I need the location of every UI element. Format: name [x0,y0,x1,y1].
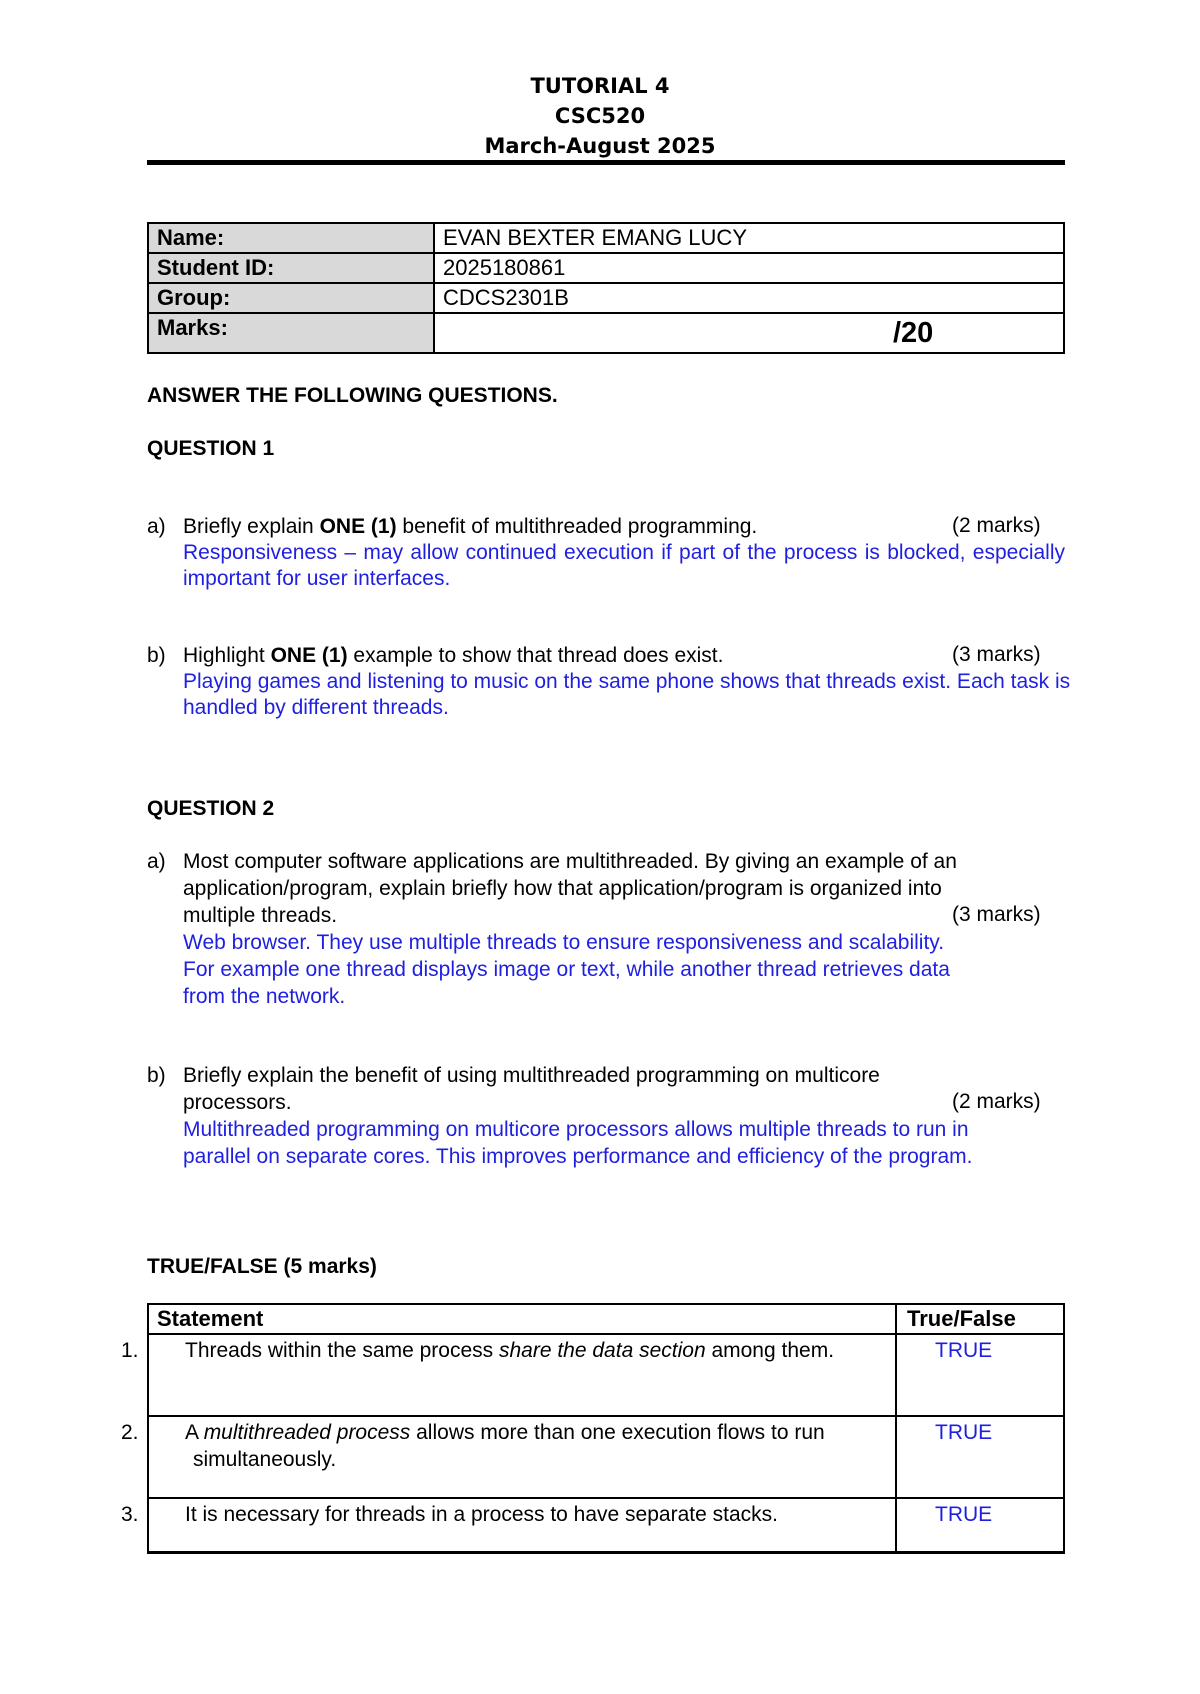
q1b-letter: b) [147,644,166,667]
q1a-question: Briefly explain ONE (1) benefit of multithreaded programming. [183,515,758,538]
q2a-question-line-2: application/program, explain briefly how that application/program is organized into [183,877,942,900]
q1b-marks: (3 marks) [952,643,1041,666]
true-false-header: True/False [896,1304,1064,1334]
tf-statement: 3. It is necessary for threads in a process to have separate stacks. [148,1498,896,1553]
tf-answer: TRUE [896,1416,1064,1498]
tutorial-title: TUTORIAL 4 [530,74,670,98]
tf-statement: 1. Threads within the same process share the data section among them. [148,1334,896,1416]
info-row-name [148,223,1064,253]
q2b-marks: (2 marks) [952,1090,1041,1113]
info-row-group [148,283,1064,313]
q2a-marks: (3 marks) [952,903,1041,926]
tf-row [148,1498,1064,1553]
q2b-question-line-1: Briefly explain the benefit of using multithreaded programming on multicore [183,1064,880,1087]
q2a-answer-line-1: Web browser. They use multiple threads to ensure responsiveness and scalability. [183,931,945,954]
q2b-answer-line-1: Multithreaded programming on multicore processors allows multiple threads to run in [183,1118,969,1141]
header-rule [147,160,1065,165]
q2a-question-line-3: multiple threads. [183,904,338,927]
q2a-question-line-1: Most computer software applications are multithreaded. By giving an example of an [183,850,957,873]
name-value: EVAN BEXTER EMANG LUCY [434,223,1064,253]
tf-answer: TRUE [896,1334,1064,1416]
tf-row [148,1334,1064,1416]
tf-statement: 2. A multithreaded process allows more than one execution flows to run simultaneously. [148,1416,896,1498]
q2a-answer-line-3: from the network. [183,985,346,1008]
student-info-table [147,222,1065,354]
tf-row [148,1416,1064,1498]
tf-header-row [148,1304,1064,1334]
student-id-value: 2025180861 [434,253,1064,283]
group-value: CDCS2301B [434,283,1064,313]
name-label: Name: [148,223,434,253]
q2b-question-line-2: processors. [183,1091,292,1114]
tf-answer: TRUE [896,1498,1064,1553]
q1b-answer: Playing games and listening to music on the same phone shows that threads exist. Each task is handled by different threads. [183,670,1071,719]
q1a-answer: Responsiveness – may allow continued execution if part of the process is blocked, especially important for user interfaces. [183,541,1065,590]
q2b-answer-line-2: parallel on separate cores. This improves performance and efficiency of the program. [183,1145,973,1168]
session-label: March-August 2025 [484,134,716,158]
true-false-table [121,1303,1065,1554]
q1b-question: Highlight ONE (1) example to show that thread does exist. [183,644,724,667]
info-row-marks [148,313,1064,353]
student-id-label: Student ID: [148,253,434,283]
question-2-title: QUESTION 2 [147,797,275,820]
statement-header: Statement [148,1304,896,1334]
q2a-letter: a) [147,850,166,873]
group-label: Group: [148,283,434,313]
course-code: CSC520 [554,104,646,128]
q2b-letter: b) [147,1064,166,1087]
marks-value: /20 [434,313,1064,353]
info-row-id [148,253,1064,283]
true-false-title: TRUE/FALSE (5 marks) [147,1255,377,1278]
question-1-title: QUESTION 1 [147,437,275,460]
q2a-answer-line-2: For example one thread displays image or text, while another thread retrieves data [183,958,950,981]
q1a-marks: (2 marks) [952,514,1041,537]
instruction: ANSWER THE FOLLOWING QUESTIONS. [147,384,558,407]
marks-label: Marks: [148,313,434,353]
q1a-letter: a) [147,515,166,538]
